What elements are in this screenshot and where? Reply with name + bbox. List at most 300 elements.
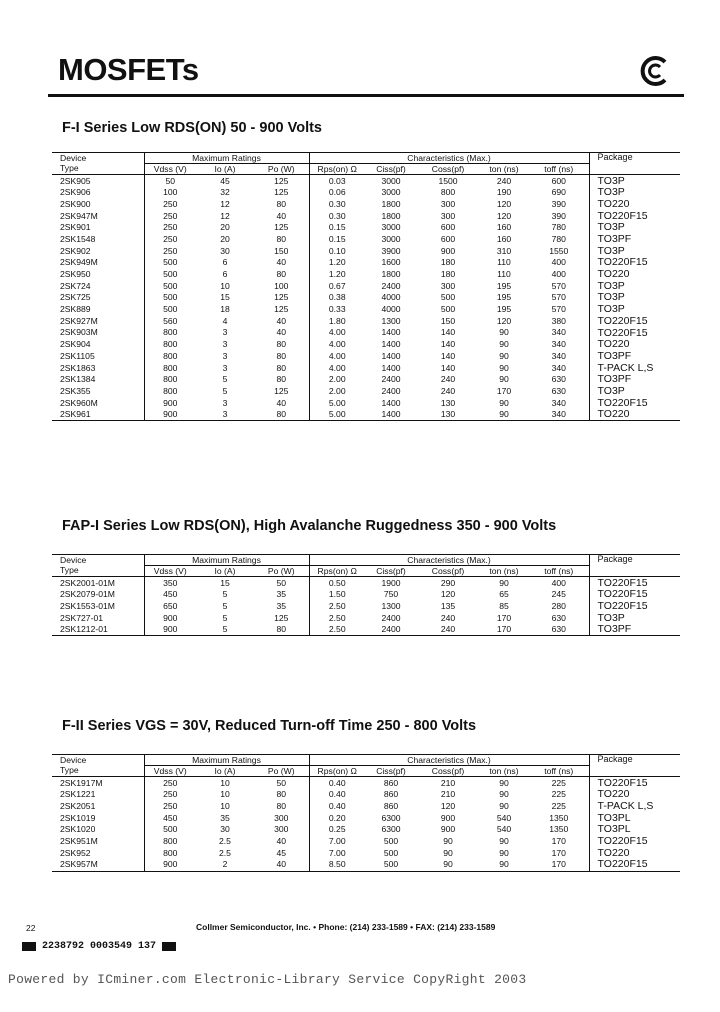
col-type: Type [52,164,144,175]
col-vdss: Vdss (V) [144,566,196,577]
table-row [52,327,680,339]
cell-ton: 90 [499,362,509,373]
cell-vdss: 900 [144,624,196,636]
cell-package: T-PACK L,S [589,800,680,812]
cell-id: 10 [220,800,230,811]
cell-rds: 5.00 [309,397,365,409]
cell-pd: 40 [276,327,287,338]
table-row [52,385,680,397]
cell-ton: 90 [499,577,509,588]
cell-package: TO220F15 [589,210,680,222]
cell-vdss: 100 [144,187,196,199]
cell-toff: 340 [551,339,566,350]
cell-package: TO3PF [589,350,680,362]
cell-package: TO3P [589,292,680,304]
cell-id: 10 [220,280,230,291]
cell-id: 2 [196,859,254,871]
cell-id: 5 [196,624,254,636]
cell-toff: 400 [551,269,566,280]
cell-toff: 630 [551,612,566,623]
cell-coss: 800 [440,187,456,198]
cell-coss: 140 [440,362,456,373]
cell-pd: 35 [276,600,287,611]
cell-id: 30 [220,245,230,256]
cell-coss: 130 [440,397,456,408]
cell-rds: 4.00 [309,362,365,374]
cell-coss: 1500 [438,175,458,186]
cell-package: TO220F15 [589,600,680,612]
cell-ton: 160 [496,233,512,244]
cell-vdss: 800 [144,374,196,386]
cell-device: 2SK2051 [60,800,96,811]
col-type: Type [52,766,144,777]
cell-rds: 1.20 [309,269,365,281]
cell-package: TO220F15 [589,397,680,409]
cell-vdss: 500 [144,269,196,281]
section-title-f-i: F-I Series Low RDS(ON) 50 - 900 Volts [62,120,322,136]
cell-package: TO3P [589,280,680,292]
cell-package: TO220 [589,269,680,281]
cell-device: 2SK902 [60,245,91,256]
col-pd: Po (W) [254,164,309,175]
cell-id: 4 [222,315,228,326]
col-package: Package [589,755,680,777]
cell-ton: 120 [496,198,512,209]
cell-ciss: 4000 [381,292,401,303]
cell-vdss: 250 [144,198,196,210]
cell-ciss: 2400 [381,612,401,623]
cell-pd: 80 [254,624,309,636]
col-toff: toff (ns) [529,164,589,175]
page-number: 22 [26,923,36,933]
table-row [52,292,680,304]
cell-toff: 340 [551,327,566,338]
cell-toff: 780 [551,222,566,233]
cell-ciss: 860 [383,777,399,788]
cell-pd: 45 [276,847,287,858]
col-toff: toff (ns) [529,766,589,777]
cell-pd: 40 [276,210,287,221]
section-title-fap-i: FAP-I Series Low RDS(ON), High Avalanche Ruggedness 350 - 900 Volts [62,518,557,534]
cell-toff: 1350 [549,824,569,835]
cell-pd: 50 [276,777,287,788]
section-title-f-ii: F-II Series VGS = 30V, Reduced Turn-off Time 250 - 800 Volts [62,718,477,734]
cell-vdss: 500 [144,304,196,316]
cell-device: 2SK1212-01 [52,624,144,636]
cell-vdss: 900 [144,859,196,871]
cell-ton: 170 [496,612,512,623]
cell-ton: 170 [496,385,512,396]
cell-id: 10 [220,789,230,800]
table-row [52,800,680,812]
cell-id: 12 [220,198,230,209]
table-row [52,350,680,362]
cell-id: 45 [220,175,230,186]
cell-id: 35 [220,812,230,823]
cell-rds: 0.15 [309,222,365,234]
cell-id: 30 [220,824,230,835]
cell-id: 20 [220,222,230,233]
cell-ton: 110 [497,269,511,280]
col-ciss: Ciss(pf) [365,566,417,577]
cell-vdss: 250 [144,789,196,801]
cell-rds: 4.00 [309,327,365,339]
table-row [52,269,680,281]
cell-package: TO220 [589,789,680,801]
col-coss: Coss(pf) [417,164,479,175]
cell-package: TO3P [589,175,680,187]
cell-pd: 80 [276,800,287,811]
cell-package: TO3PL [589,824,680,836]
cell-toff: 245 [551,589,566,600]
cell-pd: 80 [276,789,287,800]
cell-device: 2SK906 [60,187,91,198]
cell-ciss: 1400 [381,339,401,350]
cell-id: 3 [222,397,228,408]
cell-ciss: 500 [365,859,417,871]
cell-coss: 120 [440,800,456,811]
cell-vdss: 500 [144,824,196,836]
cell-ciss: 2400 [365,624,417,636]
cell-package: TO3P [589,612,680,624]
cell-toff: 340 [551,350,566,361]
cell-ton: 90 [499,789,509,800]
cell-package: TO3PF [589,233,680,245]
table-row [52,624,680,636]
cell-rds: 0.30 [309,198,365,210]
cell-ton: 540 [496,812,512,823]
cell-device: 2SK1019 [60,812,96,823]
cell-device: 2SK2079-01M [60,589,115,600]
cell-vdss: 650 [144,600,196,612]
cell-pd: 40 [276,257,287,268]
col-ciss: Ciss(pf) [365,164,417,175]
cell-ciss: 6300 [381,824,401,835]
cell-device: 2SK950 [60,269,91,280]
spec-table-f-ii [52,754,680,872]
cell-device: 2SK889 [60,304,91,315]
cell-ton: 120 [496,210,512,221]
cell-coss: 210 [440,789,456,800]
cell-pd: 125 [274,385,289,396]
cell-package: TO3P [589,222,680,234]
cell-id: 32 [220,187,230,198]
cell-coss: 900 [440,824,456,835]
table-row [52,304,680,316]
cell-pd: 125 [274,612,289,623]
cell-id: 6 [222,269,228,280]
cell-coss: 140 [440,339,456,350]
cell-id: 18 [220,304,230,315]
cell-device: 2SK927M [60,315,98,326]
cell-id: 20 [220,233,230,244]
cell-pd: 150 [274,245,289,256]
cell-ton: 90 [499,339,509,350]
cell-coss: 180 [440,269,456,280]
table-row [52,245,680,257]
col-group-max-ratings: Maximum Ratings [144,755,309,766]
cell-toff: 570 [551,280,566,291]
cell-rds: 0.38 [309,292,365,304]
cell-id: 5 [222,385,228,396]
cell-device: 2SK1384 [60,374,96,385]
cell-toff: 780 [551,233,566,244]
table-row [52,835,680,847]
cell-rds: 0.06 [309,187,365,199]
cell-ciss: 3000 [381,233,401,244]
cell-vdss: 50 [144,175,196,187]
cell-package: TO220F15 [589,327,680,339]
cell-coss: 210 [440,777,456,788]
cell-vdss: 350 [144,577,196,589]
cell-toff: 340 [551,362,566,373]
cell-toff: 380 [551,315,566,326]
title-rule [48,94,684,97]
cell-ton: 160 [496,222,512,233]
cell-vdss: 900 [144,612,196,624]
cell-device: 2SK1221 [60,789,96,800]
col-group-characteristics: Characteristics (Max.) [309,755,589,766]
cell-coss: 600 [440,222,456,233]
cell-toff: 225 [551,800,566,811]
col-coss: Coss(pf) [417,766,479,777]
cell-rds: 0.67 [309,280,365,292]
cell-coss: 240 [440,374,456,385]
cell-ciss: 1600 [381,257,401,268]
col-group-characteristics: Characteristics (Max.) [309,153,589,164]
cell-device: 2SK947M [60,210,98,221]
cell-device: 2SK951M [60,835,98,846]
col-rds: Rps(on) Ω [309,566,365,577]
cell-ciss: 1400 [381,350,401,361]
cell-vdss: 560 [144,315,196,327]
cell-coss: 90 [443,835,453,846]
cell-coss: 135 [440,600,456,611]
cell-device: 2SK961 [52,409,144,421]
cell-pd: 80 [276,339,287,350]
cell-rds: 0.20 [309,812,365,824]
col-id: Io (A) [196,566,254,577]
cell-id: 3 [196,409,254,421]
col-coss: Coss(pf) [417,566,479,577]
cell-ton: 240 [496,175,512,186]
cell-id: 3 [222,350,228,361]
cell-toff: 225 [551,789,566,800]
cell-id: 3 [222,327,228,338]
cell-package: TO220 [589,198,680,210]
cell-pd: 40 [276,397,287,408]
cell-rds: 1.20 [309,257,365,269]
cell-rds: 7.00 [309,847,365,859]
cell-package: TO220F15 [589,589,680,601]
table-row [52,409,680,421]
cell-package: TO220F15 [589,315,680,327]
cell-device: 2SK1553-01M [60,600,115,611]
table-row [52,175,680,187]
cell-package: TO220F15 [589,859,680,871]
cell-package: TO3PF [589,624,680,636]
cell-ton: 195 [496,280,512,291]
cell-ciss: 1400 [381,362,401,373]
cell-pd: 125 [274,175,289,186]
page-title: MOSFETs [58,52,199,87]
cell-ton: 65 [499,589,509,600]
cell-device: 2SK901 [60,222,91,233]
cell-vdss: 800 [144,350,196,362]
col-ton: ton (ns) [479,766,529,777]
cell-rds: 4.00 [309,350,365,362]
barcode-block-right [162,942,176,951]
cell-id: 10 [220,777,230,788]
company-contact: Collmer Semiconductor, Inc. • Phone: (214) 233-1589 • FAX: (214) 233-1589 [196,922,496,932]
cell-device: 2SK905 [60,175,91,186]
cell-toff: 390 [551,198,566,209]
col-rds: Rps(on) Ω [309,164,365,175]
cell-ciss: 6300 [381,812,401,823]
cell-ton: 90 [499,397,509,408]
cell-device: 2SK952 [60,847,91,858]
cell-coss: 150 [440,315,456,326]
cell-id: 15 [220,577,230,588]
cell-device: 2SK727-01 [60,612,104,623]
col-pd: Po (W) [254,566,309,577]
cell-rds: 2.50 [309,612,365,624]
col-pd: Po (W) [254,766,309,777]
cell-rds: 0.10 [309,245,365,257]
cell-coss: 500 [440,304,456,315]
cell-toff: 390 [551,210,566,221]
col-toff: toff (ns) [529,566,589,577]
table-row [52,362,680,374]
cell-toff: 225 [551,777,566,788]
cell-toff: 400 [551,257,566,268]
cell-package: TO3PF [589,374,680,386]
table-row [52,824,680,836]
cell-coss: 900 [440,812,456,823]
cell-rds: 4.00 [309,339,365,351]
cell-package: TO3PL [589,812,680,824]
cell-rds: 0.03 [309,175,365,187]
cell-coss: 240 [440,612,456,623]
col-ton: ton (ns) [479,164,529,175]
cell-ton: 90 [499,835,509,846]
cell-rds: 7.00 [309,835,365,847]
company-logo-icon [638,54,672,88]
cell-ton: 120 [496,315,512,326]
cell-vdss: 800 [144,362,196,374]
cell-vdss: 800 [144,835,196,847]
cell-package: T-PACK L,S [589,362,680,374]
cell-ton: 195 [496,292,512,303]
cell-device: 2SK1917M [60,777,103,788]
cell-coss: 140 [440,350,456,361]
cell-rds: 0.40 [309,800,365,812]
col-vdss: Vdss (V) [144,766,196,777]
cell-ton: 540 [496,824,512,835]
cell-ciss: 1800 [381,269,401,280]
cell-coss: 240 [417,624,479,636]
cell-ton: 85 [499,600,509,611]
cell-package: TO220F15 [589,835,680,847]
cell-toff: 1550 [549,245,569,256]
cell-coss: 240 [440,385,456,396]
cell-toff: 400 [551,577,566,588]
cell-rds: 0.33 [309,304,365,316]
cell-ciss: 1400 [381,397,401,408]
cell-pd: 125 [274,187,289,198]
cell-toff: 170 [551,847,566,858]
cell-package: TO3P [589,385,680,397]
cell-vdss: 800 [144,327,196,339]
col-group-characteristics: Characteristics (Max.) [309,555,589,566]
cell-toff: 170 [529,859,589,871]
cell-pd: 80 [276,362,287,373]
cell-id: 2.5 [219,835,231,846]
cell-rds: 0.40 [309,789,365,801]
table-row [52,577,680,589]
cell-vdss: 500 [144,292,196,304]
cell-package: TO220 [589,339,680,351]
cell-device: 2SK2001-01M [60,577,115,588]
cell-device: 2SK904 [60,339,91,350]
barcode [22,941,176,952]
cell-ciss: 1800 [381,198,401,209]
cell-rds: 2.00 [309,385,365,397]
col-type: Type [52,566,144,577]
cell-package: TO220 [589,847,680,859]
cell-device: 2SK1548 [60,233,96,244]
cell-rds: 1.50 [309,589,365,601]
cell-pd: 125 [274,304,289,315]
barcode-text: 2238792 0003549 137 [42,941,157,952]
table-row [52,339,680,351]
table-row [52,612,680,624]
cell-ton: 90 [499,374,509,385]
table-row [52,589,680,601]
col-id: Io (A) [196,164,254,175]
cell-device: 2SK960M [60,397,98,408]
col-device: Device [52,755,144,766]
col-ton: ton (ns) [479,566,529,577]
cell-vdss: 800 [144,847,196,859]
table-row [52,233,680,245]
cell-ciss: 3900 [381,245,401,256]
cell-package: TO3P [589,245,680,257]
cell-package: TO220F15 [589,577,680,589]
cell-coss: 900 [440,245,456,256]
cell-vdss: 900 [144,409,196,421]
cell-ton: 90 [499,350,509,361]
col-group-max-ratings: Maximum Ratings [144,153,309,164]
table-row [52,397,680,409]
cell-ciss: 500 [383,835,399,846]
cell-ciss: 1400 [381,327,401,338]
cell-coss: 90 [443,847,453,858]
cell-vdss: 250 [144,777,196,789]
cell-toff: 280 [551,600,566,611]
cell-vdss: 450 [144,589,196,601]
table-row [52,280,680,292]
cell-ton: 110 [497,257,511,268]
table-row [52,187,680,199]
cell-ton: 90 [499,777,509,788]
cell-vdss: 250 [144,233,196,245]
cell-ciss: 2400 [381,385,401,396]
cell-id: 3 [222,339,228,350]
cell-id: 5 [222,589,228,600]
cell-toff: 600 [551,175,566,186]
cell-ciss: 1300 [381,315,401,326]
